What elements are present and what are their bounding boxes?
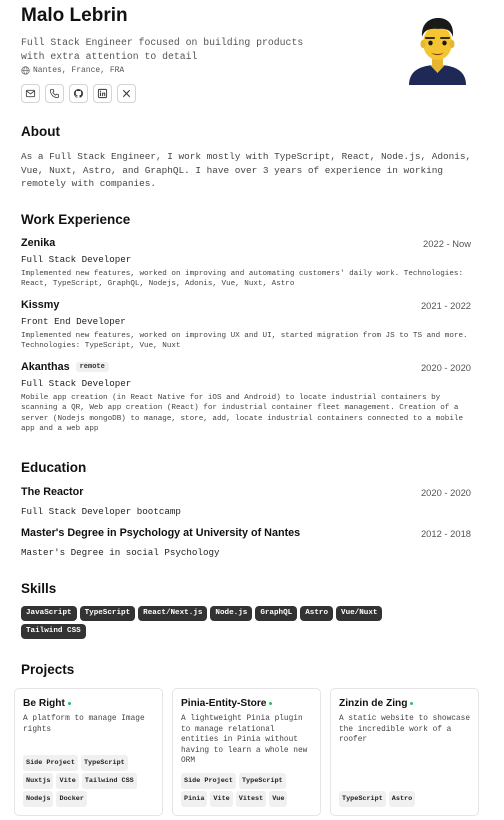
x-icon xyxy=(121,88,132,99)
education-heading: Education xyxy=(21,460,87,475)
project-tag: Vite xyxy=(210,791,232,807)
profile-location xyxy=(21,66,341,75)
education-school: Master's Degree in Psychology at University of Nantes xyxy=(21,527,301,539)
project-tag: Vitest xyxy=(236,791,266,807)
skill-badge: Vue/Nuxt xyxy=(336,606,382,621)
skill-badge: Astro xyxy=(300,606,333,621)
project-card[interactable] xyxy=(14,688,163,816)
mail-icon xyxy=(25,88,36,99)
project-title[interactable]: Be Right xyxy=(23,698,65,709)
project-tag: Nuxtjs xyxy=(23,773,53,789)
skill-badge: React/Next.js xyxy=(138,606,207,621)
job-company-row xyxy=(21,361,109,373)
project-card[interactable] xyxy=(330,688,479,816)
project-description: A static website to showcase the incredible work of a roofer xyxy=(339,715,471,745)
location-text: Nantes, France, FRA xyxy=(33,66,125,75)
project-tag: TypeScript xyxy=(339,791,386,807)
project-tag: Docker xyxy=(56,791,86,807)
education-degree: Full Stack Developer bootcamp xyxy=(21,506,181,517)
job-description: Mobile app creation (in React Native for iOS and Android) to locate industrial containers by scanning a QR, Web app creation (React) for industrial container fleet management. Creation of a server (Nodejs mongoDB) to manage, store, add, locate industrial containers connected to a mobile app and a web app xyxy=(21,394,464,434)
education-dates: 2020 - 2020 xyxy=(420,486,471,498)
project-tag: Vite xyxy=(56,773,78,789)
job-dates: 2020 - 2020 xyxy=(420,361,471,373)
about-heading: About xyxy=(21,124,60,139)
project-card[interactable] xyxy=(172,688,321,816)
status-dot xyxy=(269,702,272,705)
project-description: A platform to manage Image rights xyxy=(23,715,145,734)
job-entry xyxy=(21,299,471,352)
project-tags xyxy=(339,791,473,807)
globe-icon xyxy=(21,66,30,75)
linkedin-icon xyxy=(97,88,108,99)
project-tag: Astro xyxy=(389,791,415,807)
education-entry xyxy=(21,486,471,517)
job-description: Implemented new features, worked on improving UX and UI, started migration from JS to TS and more. Technologies: TypeScript, Vue, Nuxt xyxy=(21,332,468,351)
skills-heading: Skills xyxy=(21,581,57,596)
status-dot xyxy=(410,702,413,705)
linkedin-button[interactable] xyxy=(93,84,112,103)
project-tag: Vue xyxy=(269,791,287,807)
profile-name: Malo Lebrin xyxy=(21,5,128,26)
skill-badge: Node.js xyxy=(210,606,252,621)
project-title[interactable]: Zinzin de Zing xyxy=(339,698,408,709)
project-description: A lightweight Pinia plugin to manage relational entities in Pinia without having to learn a whole new ORM xyxy=(181,715,308,766)
profile-tagline: Full Stack Engineer focused on building products with extra attention to detail xyxy=(21,37,304,62)
project-tag: Side Project xyxy=(23,755,78,771)
project-tag: Pinia xyxy=(181,791,207,807)
github-icon xyxy=(73,88,84,99)
job-dates: 2022 - Now xyxy=(423,237,471,249)
about-text: As a Full Stack Engineer, I work mostly with TypeScript, React, Node.js, Adonis, Vue, Nuxt, Astro, and GraphQL. I have over 3 years of experience in working remotely with companies. xyxy=(21,151,472,189)
education-school: The Reactor xyxy=(21,486,84,498)
job-entry xyxy=(21,237,471,290)
profile-header xyxy=(21,6,341,103)
job-dates: 2021 - 2022 xyxy=(420,299,471,311)
x-button[interactable] xyxy=(117,84,136,103)
education-degree: Master's Degree in social Psychology xyxy=(21,547,220,558)
job-role: Front End Developer xyxy=(21,316,126,327)
work-heading: Work Experience xyxy=(21,212,131,227)
education-dates: 2012 - 2018 xyxy=(420,527,471,539)
avatar xyxy=(404,13,471,85)
education-entry xyxy=(21,527,471,558)
email-button[interactable] xyxy=(21,84,40,103)
skills-list xyxy=(21,606,441,639)
phone-icon xyxy=(49,88,60,99)
project-tags xyxy=(23,755,157,807)
projects-heading: Projects xyxy=(21,662,75,677)
job-company: Kissmy xyxy=(21,299,60,311)
github-button[interactable] xyxy=(69,84,88,103)
project-tag: TypeScript xyxy=(81,755,128,771)
job-role: Full Stack Developer xyxy=(21,378,132,389)
skill-badge: TypeScript xyxy=(80,606,136,621)
contact-links xyxy=(21,84,341,103)
skill-badge: GraphQL xyxy=(255,606,297,621)
project-tags xyxy=(181,773,315,807)
project-tag: Tailwind CSS xyxy=(82,773,137,789)
project-tag: Nodejs xyxy=(23,791,53,807)
skill-badge: JavaScript xyxy=(21,606,77,621)
job-company: Zenika xyxy=(21,237,56,249)
status-dot xyxy=(68,702,71,705)
job-entry xyxy=(21,361,471,435)
remote-badge: remote xyxy=(76,362,109,372)
project-tag: Side Project xyxy=(181,773,236,789)
project-title[interactable]: Pinia-Entity-Store xyxy=(181,698,267,709)
job-description: Implemented new features, worked on improving and automating customers' daily work. Technologies: React, TypeScript, GraphQL, Nodejs, Adonis, Vue, Nuxt, Astro xyxy=(21,270,464,289)
job-company: Akanthas xyxy=(21,361,70,373)
skill-badge: Tailwind CSS xyxy=(21,624,86,639)
project-tag: TypeScript xyxy=(239,773,286,789)
phone-button[interactable] xyxy=(45,84,64,103)
job-role: Full Stack Developer xyxy=(21,254,132,265)
